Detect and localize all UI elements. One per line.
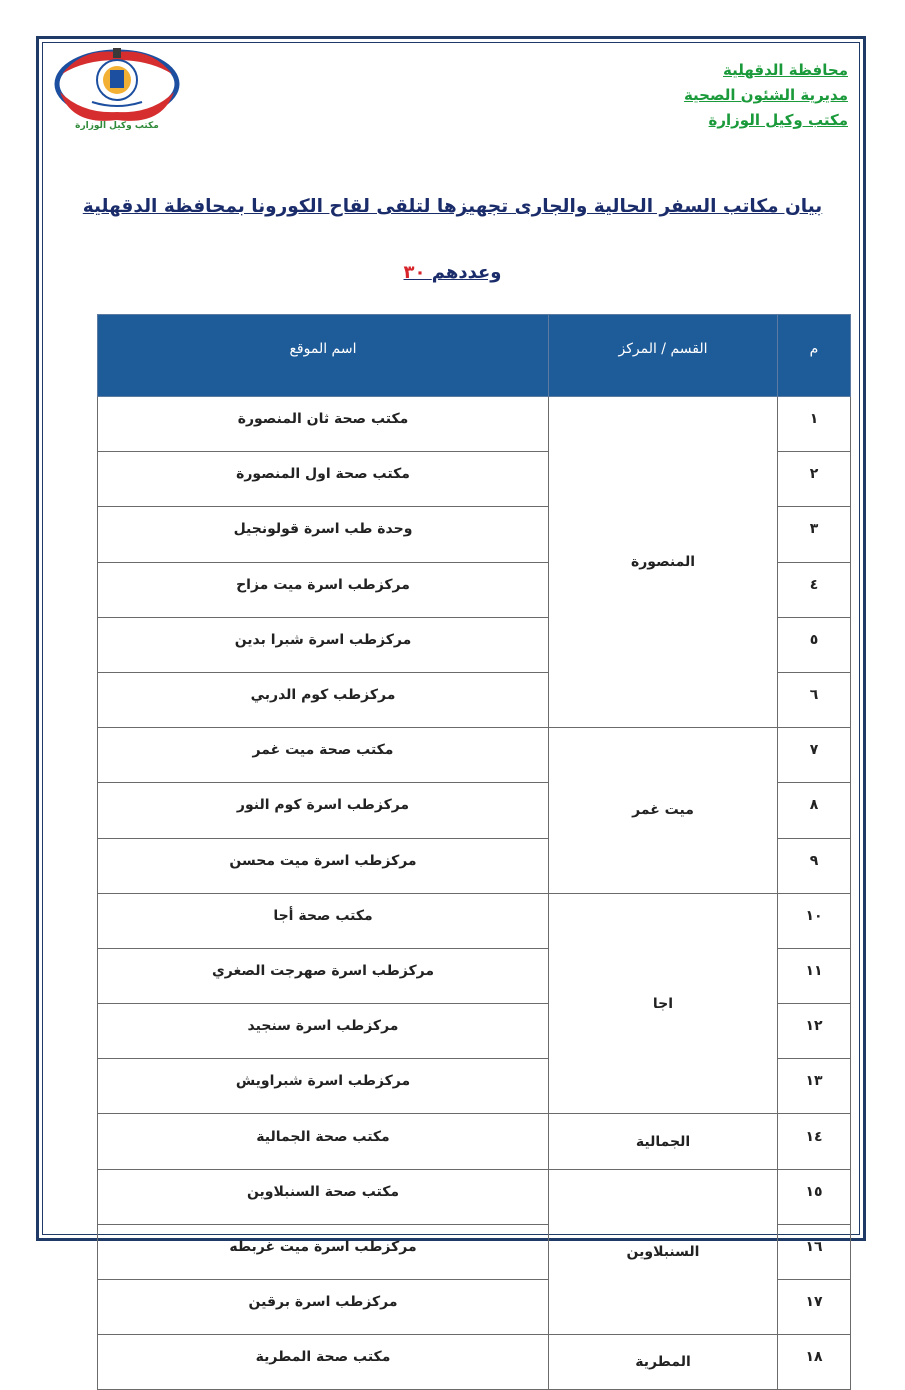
row-number: ١٦ — [778, 1224, 851, 1279]
row-number: ١٨ — [778, 1335, 851, 1390]
table-row — [98, 397, 851, 452]
row-site-name: مركزطب كوم الدربي — [98, 672, 549, 727]
subtitle-label: وعددهم — [431, 262, 502, 283]
row-number: ١٥ — [778, 1169, 851, 1224]
sites-table — [97, 314, 851, 1390]
row-site-name: مركزطب اسرة سنجيد — [98, 1004, 549, 1059]
row-department: اجا — [549, 893, 778, 1114]
logo-caption: مكتب وكيل الوزارة — [75, 121, 159, 130]
row-site-name: مركزطب اسرة ميت غربطه — [98, 1224, 549, 1279]
row-number: ١٧ — [778, 1280, 851, 1335]
row-number: ١٤ — [778, 1114, 851, 1169]
row-number: ٤ — [778, 562, 851, 617]
row-number: ٩ — [778, 838, 851, 893]
row-department: المطرية — [549, 1335, 778, 1390]
table-row — [98, 728, 851, 783]
row-department: المنصورة — [549, 397, 778, 728]
table-body — [98, 397, 851, 1390]
ministry-logo — [52, 44, 182, 130]
table-row — [98, 893, 851, 948]
row-number: ١ — [778, 397, 851, 452]
row-number: ١٢ — [778, 1004, 851, 1059]
row-department: ميت غمر — [549, 728, 778, 894]
row-department: السنبلاوين — [549, 1169, 778, 1335]
row-site-name: مركزطب اسرة صهرجت الصغري — [98, 948, 549, 1003]
table-header-row — [98, 315, 851, 397]
row-site-name: مركزطب اسرة ميت محسن — [98, 838, 549, 893]
row-site-name: مركزطب اسرة برقين — [98, 1280, 549, 1335]
row-site-name: مكتب صحة الجمالية — [98, 1114, 549, 1169]
row-site-name: مكتب صحة اول المنصورة — [98, 452, 549, 507]
row-site-name: مكتب صحة ميت غمر — [98, 728, 549, 783]
header-governorate: محافظة الدقهلية — [723, 61, 848, 79]
ministry-of-health-seal-icon — [52, 44, 182, 130]
row-number: ١١ — [778, 948, 851, 1003]
row-number: ١٠ — [778, 893, 851, 948]
row-site-name: مركزطب اسرة شبرا بدين — [98, 617, 549, 672]
row-site-name: مركزطب اسرة شبراويش — [98, 1059, 549, 1114]
row-site-name: وحدة طب اسرة قولونجيل — [98, 507, 549, 562]
row-number: ١٣ — [778, 1059, 851, 1114]
row-number: ٥ — [778, 617, 851, 672]
row-number: ٦ — [778, 672, 851, 727]
row-site-name: مكتب صحة ثان المنصورة — [98, 397, 549, 452]
header-office: مكتب وكيل الوزارة — [708, 111, 848, 129]
row-number: ٧ — [778, 728, 851, 783]
document-title: بيان مكاتب السفر الحالية والجارى تجهيزها لتلقى لقاح الكورونا بمحافظة الدقهلية — [82, 196, 823, 217]
document-subtitle — [0, 262, 905, 283]
row-number: ٨ — [778, 783, 851, 838]
header-block — [684, 58, 848, 133]
row-site-name: مكتب صحة المطرية — [98, 1335, 549, 1390]
table-row — [98, 1114, 851, 1169]
table-row — [98, 1169, 851, 1224]
header-directorate: مديرية الشئون الصحية — [683, 86, 848, 104]
row-site-name: مركزطب اسرة ميت مزاح — [98, 562, 549, 617]
row-site-name: مركزطب اسرة كوم النور — [98, 783, 549, 838]
header-num: م — [778, 315, 851, 397]
header-dept: القسم / المركز — [549, 315, 778, 397]
row-number: ٢ — [778, 452, 851, 507]
header-site: اسم الموقع — [98, 315, 549, 397]
row-department: الجمالية — [549, 1114, 778, 1169]
row-number: ٣ — [778, 507, 851, 562]
row-site-name: مكتب صحة أجا — [98, 893, 549, 948]
subtitle-count: ٣٠ — [403, 262, 426, 283]
table-row — [98, 1335, 851, 1390]
row-site-name: مكتب صحة السنبلاوين — [98, 1169, 549, 1224]
